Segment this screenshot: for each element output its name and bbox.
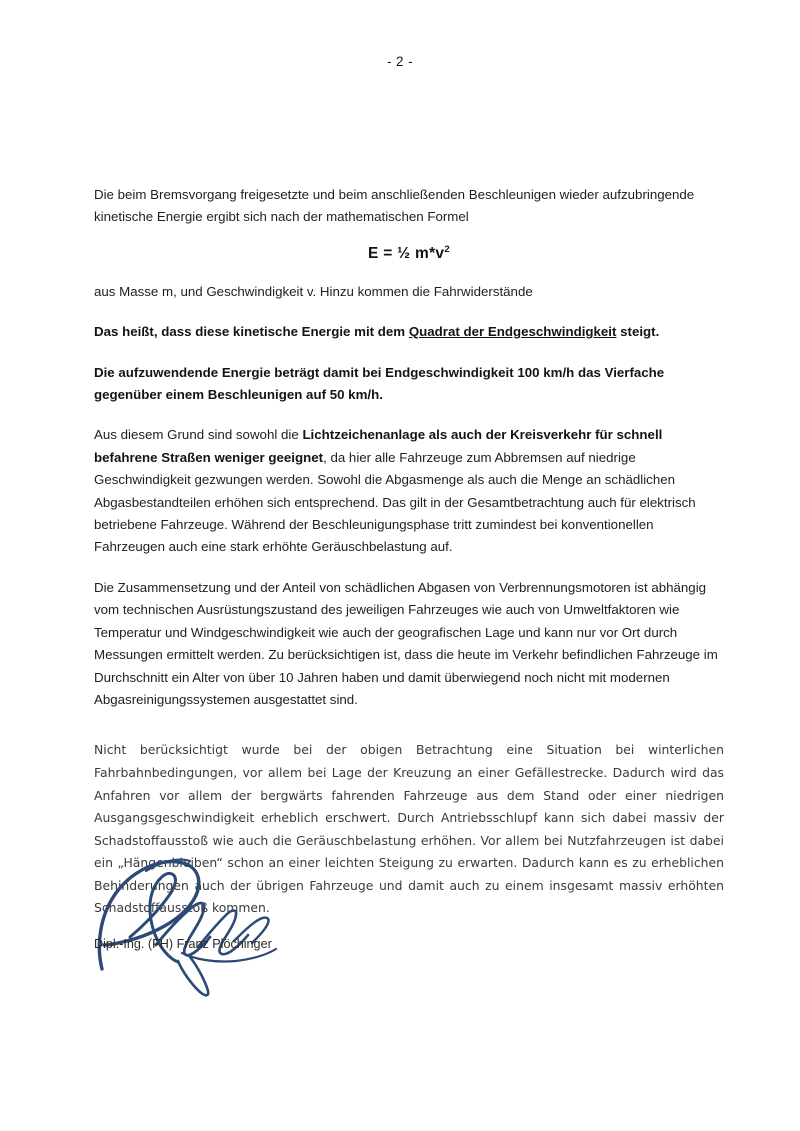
- statement-text-leading: Das heißt, dass diese kinetische Energie mit dem: [94, 324, 409, 340]
- paragraph-variables: aus Masse m, und Geschwindigkeit v. Hinzu kommen die Fahrwiderstände: [94, 283, 533, 299]
- signature-name-line: Dipl.-Ing. (FH) Franz Plöchinger: [94, 937, 272, 951]
- formula-kinetic-energy: [94, 245, 724, 263]
- formula-base: E = ½ m*v: [367, 244, 445, 262]
- statement-underlined-phrase: Quadrat der Endgeschwindigkeit: [408, 324, 617, 340]
- paragraph-reason: [94, 424, 724, 558]
- paragraph-intro: Die beim Bremsvorgang freigesetzte und beim anschließenden Beschleunigen wieder aufzubringende kinetische Energie ergibt sich nach der mathematischen Formel: [94, 187, 695, 225]
- statement-text-trailing: steigt.: [616, 324, 660, 340]
- paragraph-spacer: [94, 729, 724, 739]
- reason-text-leading: Aus diesem Grund sind sowohl die: [94, 427, 303, 443]
- paragraph-statement: [94, 321, 724, 343]
- signature-block: [94, 855, 434, 1000]
- reason-bold-phrase: Lichtzeichenanlage als auch der Kreisverkehr für schnell befahrene Straßen weniger geeignet: [94, 427, 663, 465]
- formula-exponent: 2: [444, 243, 450, 255]
- reason-text-trailing: , da hier alle Fahrzeuge zum Abbremsen auf niedrige Geschwindigkeit gezwungen werden. Sowohl die Abgasmenge als auch die Menge an schädlichen Abgasbestandteilen erhöhen sich entsprechend. Das gilt in der Gesamtbetrachtung auch für elektrisch betriebene Fahrzeuge. Während der Beschleunigungsphase tritt zumindest bei konventionellen Fahrzeugen auch eine stark erhöhte Geräuschbelastung auf.: [94, 449, 696, 555]
- paragraph-winter-conditions: Nicht berücksichtigt wurde bei der obigen Betrachtung eine Situation bei winterlichen Fahrbahnbedingungen, vor allem bei Lage der Kreuzung an einer Gefällestrecke. Dadurch wird das Anfahren vor allem der bergwärts fahrenden Fahrzeuge aus dem Stand oder einer niedrigen Ausgangsgeschwindigkeit erheblich erschwert. Durch Antriebsschlupf kann sich dabei massiv der Schadstoffausstoß wie auch die Geräuschbelastung erhöhen. Vor allem bei Nutzfahrzeugen ist dabei ein „Hängenbleiben“ schon an einer leichten Steigung zu erwarten. Dadurch kann es zu erheblichen Behinderungen auch der übrigen Fahrzeuge und damit auch zu einem insgesamt massiv erhöhten Schadstoffausstoß kommen.: [94, 742, 724, 916]
- paragraph-emissions: Die Zusammensetzung und der Anteil von schädlichen Abgasen von Verbrennungsmotoren ist abhängig vom technischen Ausrüstungszustand des jeweiligen Fahrzeuges wie auch von Umweltfaktoren wie Temperatur und Windgeschwindigkeit wie auch der geografischen Lage und kann nur vor Ort durch Messungen ermittelt werden. Zu berücksichtigen ist, dass die heute im Verkehr befindlichen Fahrzeuge im Durchschnitt ein Alter von über 10 Jahren haben und damit überwiegend noch nicht mit modernen Abgasreinigungssystemen ausgestattet sind.: [94, 579, 718, 707]
- page-number: - 2 -: [386, 54, 413, 69]
- document-body: [94, 184, 724, 938]
- paragraph-energy-quadruple: Die aufzuwendende Energie beträgt damit bei Endgeschwindigkeit 100 km/h das Vierfache gegenüber einem Beschleunigen auf 50 km/h.: [94, 364, 665, 403]
- handwritten-signature-icon: [86, 849, 376, 999]
